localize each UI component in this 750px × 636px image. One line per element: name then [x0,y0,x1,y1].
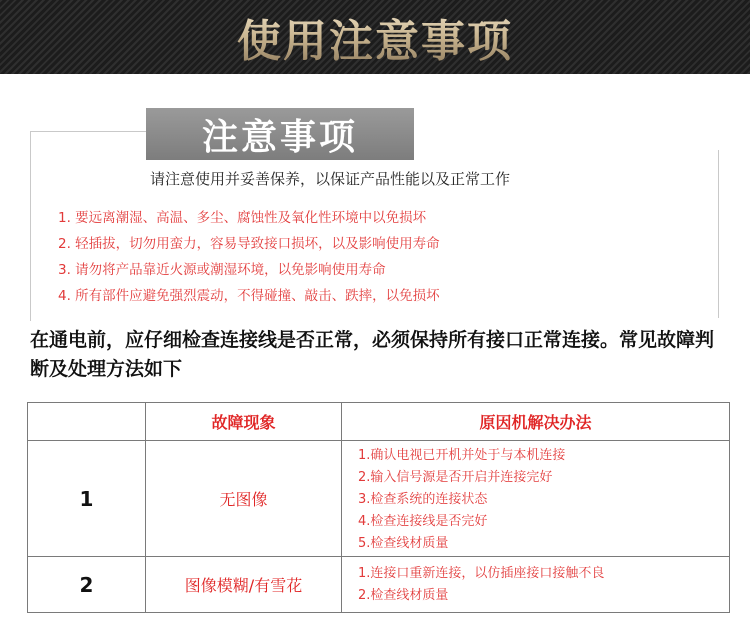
notice-item: 2. 轻插拔，切勿用蛮力，容易导致接口损坏，以及影响使用寿命 [58,236,440,252]
solution-item: 2.输入信号源是否开启并连接完好 [358,469,553,485]
header-solution: 原因机解决办法 [342,403,730,441]
notice-title-box [146,108,414,160]
banner-title: 使用注意事项 [237,5,513,69]
frame-line-top [30,131,150,132]
fault-name: 图像模糊/有雪花 [146,557,342,613]
solution-item: 1.确认电视已开机并处于与本机连接 [358,447,566,463]
table-header-row [28,403,730,441]
row-number: 2 [28,557,146,613]
notice-item: 4. 所有部件应避免强烈震动，不得碰撞、敲击、跌摔，以免损坏 [58,288,440,304]
fault-table [27,402,730,613]
table-row [28,441,730,557]
solution-item: 1.连接口重新连接，以仿插座接口接触不良 [358,565,605,581]
notice-list [58,205,440,309]
notice-item: 1. 要远离潮湿、高温、多尘、腐蚀性及氧化性环境中以免损坏 [58,210,427,226]
solution-item: 4.检查连接线是否完好 [358,513,488,529]
notice-title: 注意事项 [201,116,358,158]
fault-name: 无图像 [146,441,342,557]
header-fault: 故障现象 [146,403,342,441]
table-row [28,557,730,613]
banner [0,0,750,74]
solution-cell [342,441,730,557]
solution-item: 5.检查线材质量 [358,535,449,551]
row-number: 1 [28,441,146,557]
solution-item: 2.检查线材质量 [358,587,449,603]
notice-subtitle: 请注意使用并妥善保养，以保证产品性能以及正常工作 [150,170,511,188]
header-number [28,403,146,441]
instructions-text: 在通电前，应仔细检查连接线是否正常，必须保持所有接口正常连接。常见故障判断及处理方法如下 [30,329,715,380]
solution-list [342,443,729,555]
frame-line-right [718,150,719,318]
notice-item: 3. 请勿将产品靠近火源或潮湿环境，以免影响使用寿命 [58,262,386,278]
solution-item: 3.检查系统的连接状态 [358,491,488,507]
solution-list [342,563,729,607]
solution-cell [342,557,730,613]
frame-line-left [30,131,31,321]
